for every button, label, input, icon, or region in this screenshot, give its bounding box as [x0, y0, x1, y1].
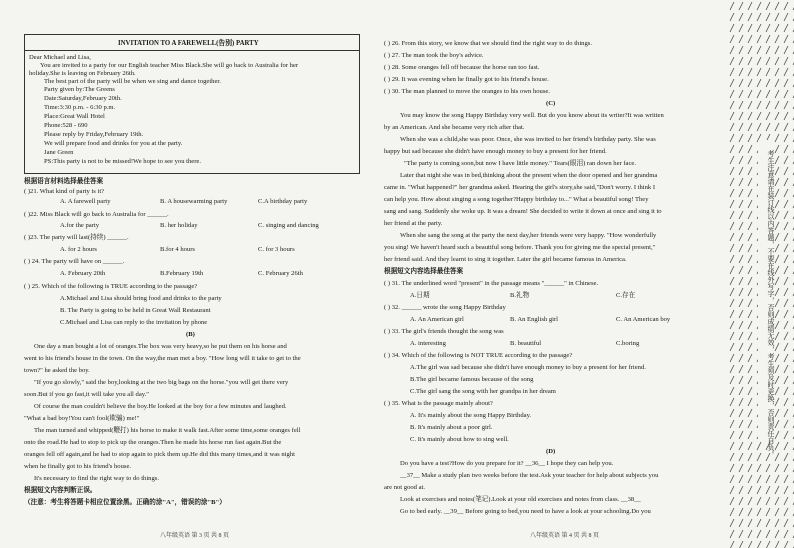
option: A.日期 [410, 292, 430, 299]
option: B. An English girl [510, 316, 558, 323]
invitation-line: Phone:528 - 690 [44, 122, 88, 129]
question-24: ( ) 24. The party will have on ______. [24, 258, 125, 265]
passage-line: When she was a child,she was poor. Once, she was invited to her friend's birthday party. She was [400, 136, 656, 143]
section-instruction: 根据短文内容选择最佳答案 [384, 268, 464, 275]
option: C.The girl sang the song with her grandpa in her dream [410, 388, 556, 395]
invitation-line: Dear Michael and Lisa, [29, 54, 91, 61]
passage-line: by an American. And she became very rich after that. [384, 124, 525, 131]
passage-line: town?" he asked the boy. [24, 367, 90, 374]
passage-b-heading: (B) [186, 331, 195, 338]
passage-line: oranges fell off again,and he had to stop again to pick them up.He did this many times,and it was night [24, 451, 295, 458]
option: A. An American girl [410, 316, 464, 323]
option: B. A housewarming party [160, 198, 228, 205]
option: C.存在 [616, 292, 636, 299]
question-21: ( )21. What kind of party is it? [24, 188, 105, 195]
passage-line: her friend said. And they learnt to sing it together. Later the girl became famous in America. [384, 256, 627, 263]
question-31: ( ) 31. The underlined word "present" in the passage means "______" in Chinese. [384, 280, 599, 287]
section-instruction: 根据语言材料选择最佳答案 [24, 178, 104, 185]
passage-line: When she sang the song at the party the next day,her friends were very happy. "How wonderfully [400, 232, 657, 239]
option: A. February 20th [60, 270, 106, 277]
tf-question-27: ( ) 27. The man took the boy's advice. [384, 52, 484, 59]
binding-margin-note: 考生注意请在装订线以内答题，不要在线外写字，否则成绩无效，考生须及时更换，否则责任自负。 [767, 150, 775, 458]
passage-line: Later that night she was in bed,thinking about the present when the door opened and her grandma [400, 172, 658, 179]
passage-line: soon.But if you go fast,it will take you all day." [24, 391, 149, 398]
section-instruction: 根据短文内容判断正误。 [24, 487, 97, 494]
passage-line: The man turned and whipped(鞭打) his horse to make it walk fast.After some time,some oranges fell [34, 427, 301, 434]
passage-line: sang and sang. Suddenly she woke up. It was a dream! She decided to write it down at once and sing it to [384, 208, 662, 215]
question-32: ( ) 32. ______ wrote the song Happy Birthday [384, 304, 506, 311]
option: B. It's mainly about a poor girl. [410, 424, 493, 431]
passage-line: her friend at the party. [384, 220, 443, 227]
passage-line: you sing! We haven't heard such a beautiful song before. Thank you for giving me the special present," [384, 244, 656, 251]
passage-line: when he finally got to his friend's house. [24, 463, 132, 470]
passage-line: came in. "What happened?" her grandma asked. Hearing the girl's story,she said,"Don't worry. I think I [384, 184, 656, 191]
option: C.Michael and Lisa can reply to the invitation by phone [60, 319, 208, 326]
tf-question-26: ( ) 26. From this story, we know that we should find the right way to do things. [384, 40, 592, 47]
passage-c-heading: (C) [546, 100, 556, 107]
page-footer-right: 八年级英语 第 4 页 共 8 页 [530, 533, 600, 539]
invitation-divider [24, 50, 360, 51]
option: B.for 4 hours [160, 246, 195, 253]
passage-d-heading: (D) [546, 448, 556, 455]
invitation-line: Jane Green [44, 149, 74, 156]
binding-margin [728, 0, 794, 548]
invitation-line: Date:Saturday,February 20th. [44, 95, 122, 102]
invitation-line: PS:This party is not to be missed!We hope to see you there. [44, 158, 201, 165]
passage-line: Do you have a test?How do you prepare for it? __36__ I hope they can help you. [400, 460, 614, 467]
passage-line: "The party is coming soon,but now I have little money." Tears(眼泪) ran down her face. [404, 160, 636, 167]
option: B. The Party is going to be held in Great Wall Restaurant [60, 307, 211, 314]
question-22: ( )22. Miss Black will go back to Australia for ______. [24, 211, 169, 218]
option: C. for 3 hours [258, 246, 295, 253]
question-35: ( ) 35. What is the passage mainly about? [384, 400, 493, 407]
hatch-pattern [728, 0, 794, 548]
invitation-line: You are invited to a party for our English teacher Miss Black.She will go back to Australia for her [40, 62, 299, 69]
tf-question-28: ( ) 28. Some oranges fell off because the horse ran too fast. [384, 64, 540, 71]
passage-line: Of course the man couldn't believe the boy.He looked at the boy for a few minutes and laughed. [34, 403, 287, 410]
option: A. interesting [410, 340, 446, 347]
tf-question-29: ( ) 29. It was evening when he finally got to his friend's house. [384, 76, 549, 83]
invitation-line: We will prepare food and drinks for you at the party. [44, 140, 183, 147]
option: C.boring [616, 340, 640, 347]
question-33: ( ) 33. The girl's friends thought the song was [384, 328, 504, 335]
question-23: ( )23. The party will last(持续) ______. [24, 234, 129, 241]
invitation-line: Time:3:30 p.m. - 6:30 p.m. [44, 104, 116, 111]
passage-line: went to his friend's house in the town. On the way,the man met a boy. "How long will it take to get to the [24, 355, 301, 362]
passage-line: "What a bad boy!You can't fool(欺骗) me!" [24, 415, 140, 422]
invitation-line: The best part of the party will be when we sing and dance together. [44, 78, 221, 85]
option: C.A birthday party [258, 198, 308, 205]
passage-line: You may know the song Happy Birthday very well. But do you know about its writer?It was written [400, 112, 664, 119]
option: A.The girl was sad because she didn't have enough money to buy a present for her friend. [410, 364, 646, 371]
option: C. An American boy [616, 316, 671, 323]
option: C. February 26th [258, 270, 303, 277]
invitation-line: Place:Great Wall Hotel [44, 113, 105, 120]
option: C. singing and dancing [258, 222, 319, 229]
invitation-line: Please reply by Friday,February 19th. [44, 131, 144, 138]
passage-line: "If you go slowly," said the boy,looking at the two big bags on the horse."you will get there very [34, 379, 289, 386]
option: A.for the party [60, 222, 99, 229]
option: A.Michael and Lisa should bring food and drinks to the party [60, 295, 222, 302]
question-34: ( ) 34. Which of the following is NOT TRUE according to the passage? [384, 352, 573, 359]
passage-line: are not good at. [384, 484, 426, 491]
passage-line: Go to bed early. __39__ Before going to bed,you need to have a look at your schooling.Do you [400, 508, 651, 515]
invitation-line: holiday.She is leaving on February 26th. [29, 70, 136, 77]
question-25: ( ) 25. Which of the following is TRUE according to the passage? [24, 283, 198, 290]
invitation-line: Party given by:The Greens [44, 86, 115, 93]
option: A. It's mainly about the song Happy Birthday. [410, 412, 532, 419]
passage-line: onto the road.He had to stop to pick up the oranges.Then he made his horse run fast again.But the [24, 439, 282, 446]
page-footer-left: 八年级英语 第 3 页 共 8 页 [160, 533, 230, 539]
passage-line: __37__ Make a study plan two weeks before the test.Ask your teacher for help about subjects you [400, 472, 659, 479]
tf-question-30: ( ) 30. The man planned to move the oranges to his own house. [384, 88, 550, 95]
option: B.礼物 [510, 292, 530, 299]
option: B. beautiful [510, 340, 542, 347]
invitation-title: INVITATION TO A FAREWELL(告别) PARTY [118, 40, 259, 47]
option: A. for 2 hours [60, 246, 97, 253]
option: B. her holiday [160, 222, 198, 229]
passage-line: happy but sad because she didn't have enough money to buy a present for her friend. [384, 148, 607, 155]
option: A. A farewell party [60, 198, 111, 205]
option: C. It's mainly about how to sing well. [410, 436, 509, 443]
passage-line: It's necessary to find the right way to do things. [34, 475, 159, 482]
passage-line: can help you. How about singing a song together?Happy birthday to..." What a beautiful song! They [384, 196, 649, 203]
passage-line: One day a man bought a lot of oranges.The box was very heavy,so he put them on his horse and [34, 343, 287, 350]
passage-line: Look at exercises and notes(笔记).Look at your old exercises and notes from class. __38__ [400, 496, 641, 503]
section-note: （注意：考生将答题卡相应位置涂黑。正确的涂"A"，错误的涂"B"） [24, 499, 226, 506]
option: B.February 19th [160, 270, 204, 277]
option: B.The girl became famous because of the song [410, 376, 534, 383]
